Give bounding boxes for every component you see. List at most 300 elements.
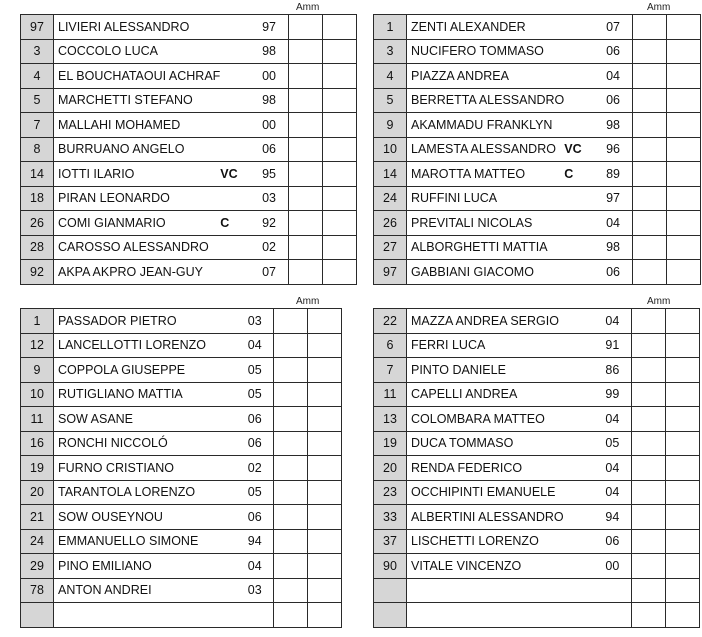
amm-cell — [632, 162, 666, 187]
table-row — [21, 358, 342, 383]
amm-cell — [274, 407, 308, 432]
shirt-number: 97 — [374, 260, 407, 285]
birth-year: 91 — [594, 333, 632, 358]
shirt-number: 33 — [374, 505, 407, 530]
player-role: VC — [564, 137, 594, 162]
shirt-number: 14 — [374, 162, 407, 187]
birth-year: 98 — [594, 235, 632, 260]
table-row — [21, 554, 342, 579]
table-row — [21, 113, 357, 138]
player-name: CAROSSO ALESSANDRO — [54, 235, 221, 260]
table-row — [374, 333, 700, 358]
player-role — [206, 480, 236, 505]
player-name: COPPOLA GIUSEPPE — [54, 358, 206, 383]
table-row — [21, 260, 357, 285]
amm-cell — [288, 88, 322, 113]
table-row — [21, 578, 342, 603]
player-role — [220, 260, 250, 285]
extra-cell — [308, 554, 342, 579]
amm-cell — [632, 480, 666, 505]
player-role — [564, 309, 594, 334]
table-row — [374, 235, 701, 260]
player-name: COCCOLO LUCA — [54, 39, 221, 64]
shirt-number: 19 — [21, 456, 54, 481]
birth-year: 04 — [236, 554, 274, 579]
player-name: EMMANUELLO SIMONE — [54, 529, 206, 554]
extra-cell — [666, 186, 700, 211]
player-role — [206, 505, 236, 530]
table-row — [374, 211, 701, 236]
amm-cell — [274, 309, 308, 334]
extra-cell — [322, 162, 356, 187]
extra-cell — [666, 456, 700, 481]
extra-cell — [308, 456, 342, 481]
table-row — [21, 505, 342, 530]
table-row — [374, 15, 701, 40]
extra-cell — [308, 333, 342, 358]
player-name: GABBIANI GIACOMO — [407, 260, 565, 285]
player-role — [206, 529, 236, 554]
player-name: PASSADOR PIETRO — [54, 309, 206, 334]
shirt-number: 4 — [21, 64, 54, 89]
birth-year: 05 — [594, 431, 632, 456]
extra-cell — [308, 578, 342, 603]
player-role — [564, 186, 594, 211]
table-row — [374, 456, 700, 481]
player-role — [220, 186, 250, 211]
player-role — [564, 358, 594, 383]
birth-year: 99 — [594, 382, 632, 407]
amm-cell — [288, 113, 322, 138]
table-row — [21, 162, 357, 187]
player-name: OCCHIPINTI EMANUELE — [407, 480, 564, 505]
birth-year: 04 — [594, 480, 632, 505]
table-row — [374, 162, 701, 187]
player-role: C — [564, 162, 594, 187]
birth-year: 96 — [594, 137, 632, 162]
birth-year: 89 — [594, 162, 632, 187]
table-row — [374, 529, 700, 554]
extra-cell — [322, 260, 356, 285]
amm-cell — [632, 358, 666, 383]
shirt-number: 5 — [21, 88, 54, 113]
amm-cell — [632, 505, 666, 530]
amm-cell — [632, 88, 666, 113]
extra-cell — [666, 39, 700, 64]
extra-cell — [666, 554, 700, 579]
player-role — [564, 333, 594, 358]
player-role — [564, 260, 594, 285]
player-role — [564, 603, 594, 628]
amm-cell — [632, 137, 666, 162]
player-name: NUCIFERO TOMMASO — [407, 39, 565, 64]
shirt-number: 11 — [374, 382, 407, 407]
shirt-number: 3 — [21, 39, 54, 64]
birth-year: 06 — [594, 260, 632, 285]
amm-cell — [274, 529, 308, 554]
player-name: MARCHETTI STEFANO — [54, 88, 221, 113]
player-name: MALLAHI MOHAMED — [54, 113, 221, 138]
table-row — [21, 309, 342, 334]
extra-cell — [666, 137, 700, 162]
player-name: PIRAN LEONARDO — [54, 186, 221, 211]
birth-year: 05 — [236, 480, 274, 505]
amm-cell — [288, 162, 322, 187]
shirt-number: 7 — [21, 113, 54, 138]
amm-cell — [632, 554, 666, 579]
table-row — [21, 382, 342, 407]
player-name: ZENTI ALEXANDER — [407, 15, 565, 40]
player-name: FURNO CRISTIANO — [54, 456, 206, 481]
player-name: ANTON ANDREI — [54, 578, 206, 603]
player-role — [220, 113, 250, 138]
player-name: AKPA AKPRO JEAN-GUY — [54, 260, 221, 285]
amm-cell — [632, 186, 666, 211]
roster-table-3 — [20, 308, 342, 628]
roster-block-3 — [20, 296, 342, 628]
player-name: COLOMBARA MATTEO — [407, 407, 564, 432]
birth-year: 04 — [594, 407, 632, 432]
player-role — [206, 333, 236, 358]
player-role — [564, 382, 594, 407]
amm-cell — [632, 235, 666, 260]
birth-year: 98 — [250, 88, 288, 113]
table-row — [21, 603, 342, 628]
table-row — [21, 186, 357, 211]
birth-year — [236, 603, 274, 628]
extra-cell — [666, 88, 700, 113]
birth-year: 04 — [594, 211, 632, 236]
shirt-number: 19 — [374, 431, 407, 456]
player-name: SOW ASANE — [54, 407, 206, 432]
player-role — [564, 480, 594, 505]
table-row — [21, 431, 342, 456]
player-role — [206, 309, 236, 334]
table-row — [21, 211, 357, 236]
player-name: MAROTTA MATTEO — [407, 162, 565, 187]
birth-year: 97 — [594, 186, 632, 211]
amm-cell — [632, 407, 666, 432]
amm-cell — [274, 382, 308, 407]
player-role — [220, 15, 250, 40]
amm-cell — [632, 64, 666, 89]
extra-cell — [322, 88, 356, 113]
player-name: LIVIERI ALESSANDRO — [54, 15, 221, 40]
roster-block-4 — [373, 296, 700, 628]
birth-year: 94 — [594, 505, 632, 530]
shirt-number: 21 — [21, 505, 54, 530]
extra-cell — [322, 137, 356, 162]
extra-cell — [666, 309, 700, 334]
extra-cell — [308, 431, 342, 456]
shirt-number: 92 — [21, 260, 54, 285]
extra-cell — [666, 333, 700, 358]
birth-year: 04 — [594, 64, 632, 89]
player-name: ALBORGHETTI MATTIA — [407, 235, 565, 260]
amm-cell — [288, 260, 322, 285]
player-name — [54, 603, 206, 628]
extra-cell — [322, 15, 356, 40]
player-role — [220, 88, 250, 113]
player-role — [206, 407, 236, 432]
player-name — [407, 578, 564, 603]
amm-cell — [632, 15, 666, 40]
table-row — [374, 505, 700, 530]
birth-year: 06 — [594, 529, 632, 554]
roster-table-1 — [20, 14, 357, 285]
player-role — [206, 578, 236, 603]
player-role — [564, 113, 594, 138]
roster-block-2 — [373, 2, 701, 285]
shirt-number: 9 — [21, 358, 54, 383]
birth-year: 06 — [250, 137, 288, 162]
amm-cell — [632, 309, 666, 334]
birth-year: 98 — [594, 113, 632, 138]
table-row — [374, 603, 700, 628]
shirt-number: 12 — [21, 333, 54, 358]
player-role — [564, 529, 594, 554]
player-role — [206, 603, 236, 628]
table-row — [21, 64, 357, 89]
extra-cell — [322, 235, 356, 260]
extra-cell — [322, 64, 356, 89]
extra-cell — [666, 211, 700, 236]
birth-year: 03 — [236, 578, 274, 603]
birth-year: 98 — [250, 39, 288, 64]
table-row — [374, 358, 700, 383]
amm-header-1: Amm — [296, 2, 320, 13]
table-row — [21, 15, 357, 40]
table-row — [21, 137, 357, 162]
player-name: BURRUANO ANGELO — [54, 137, 221, 162]
extra-cell — [308, 603, 342, 628]
table-row — [21, 39, 357, 64]
player-role — [220, 39, 250, 64]
player-name: RUFFINI LUCA — [407, 186, 565, 211]
player-role — [564, 407, 594, 432]
amm-cell — [274, 603, 308, 628]
amm-cell — [274, 358, 308, 383]
shirt-number — [374, 578, 407, 603]
player-name: AKAMMADU FRANKLYN — [407, 113, 565, 138]
player-name: PIAZZA ANDREA — [407, 64, 565, 89]
player-role — [206, 358, 236, 383]
amm-cell — [274, 554, 308, 579]
birth-year: 02 — [236, 456, 274, 481]
player-name: FERRI LUCA — [407, 333, 564, 358]
player-name: ALBERTINI ALESSANDRO — [407, 505, 564, 530]
player-role — [564, 39, 594, 64]
extra-cell — [666, 358, 700, 383]
extra-cell — [666, 578, 700, 603]
birth-year: 04 — [594, 456, 632, 481]
shirt-number: 90 — [374, 554, 407, 579]
table-row — [21, 88, 357, 113]
birth-year: 95 — [250, 162, 288, 187]
amm-cell — [632, 211, 666, 236]
shirt-number: 6 — [374, 333, 407, 358]
player-role — [206, 456, 236, 481]
player-role — [564, 235, 594, 260]
amm-cell — [632, 382, 666, 407]
extra-cell — [666, 382, 700, 407]
amm-cell — [632, 578, 666, 603]
birth-year: 03 — [250, 186, 288, 211]
roster-table-2 — [373, 14, 701, 285]
amm-cell — [274, 431, 308, 456]
shirt-number: 37 — [374, 529, 407, 554]
table-row — [374, 480, 700, 505]
shirt-number: 8 — [21, 137, 54, 162]
shirt-number: 78 — [21, 578, 54, 603]
extra-cell — [666, 260, 700, 285]
player-name: PINO EMILIANO — [54, 554, 206, 579]
table-row — [374, 431, 700, 456]
player-role — [220, 64, 250, 89]
amm-cell — [274, 480, 308, 505]
table-row — [374, 260, 701, 285]
shirt-number: 18 — [21, 186, 54, 211]
extra-cell — [666, 505, 700, 530]
extra-cell — [666, 529, 700, 554]
player-role — [206, 382, 236, 407]
player-role — [206, 431, 236, 456]
shirt-number: 10 — [374, 137, 407, 162]
amm-cell — [288, 137, 322, 162]
player-role — [220, 137, 250, 162]
table-row — [21, 480, 342, 505]
shirt-number: 28 — [21, 235, 54, 260]
amm-header-3: Amm — [296, 296, 320, 307]
shirt-number: 1 — [374, 15, 407, 40]
player-name — [407, 603, 564, 628]
birth-year — [594, 578, 632, 603]
shirt-number: 5 — [374, 88, 407, 113]
birth-year: 92 — [250, 211, 288, 236]
shirt-number — [374, 603, 407, 628]
player-role — [564, 431, 594, 456]
player-name: CAPELLI ANDREA — [407, 382, 564, 407]
player-role: C — [220, 211, 250, 236]
player-name: LANCELLOTTI LORENZO — [54, 333, 206, 358]
birth-year: 00 — [250, 64, 288, 89]
extra-cell — [666, 480, 700, 505]
amm-cell — [274, 333, 308, 358]
extra-cell — [322, 113, 356, 138]
amm-cell — [274, 578, 308, 603]
amm-cell — [632, 333, 666, 358]
shirt-number: 1 — [21, 309, 54, 334]
amm-cell — [288, 211, 322, 236]
amm-cell — [288, 64, 322, 89]
birth-year: 02 — [250, 235, 288, 260]
shirt-number: 24 — [374, 186, 407, 211]
player-name: RUTIGLIANO MATTIA — [54, 382, 206, 407]
player-role — [564, 578, 594, 603]
shirt-number: 13 — [374, 407, 407, 432]
shirt-number: 11 — [21, 407, 54, 432]
table-row — [374, 137, 701, 162]
shirt-number: 24 — [21, 529, 54, 554]
shirt-number: 22 — [374, 309, 407, 334]
amm-cell — [632, 431, 666, 456]
player-role — [564, 554, 594, 579]
table-row — [374, 578, 700, 603]
shirt-number: 23 — [374, 480, 407, 505]
player-name: COMI GIANMARIO — [54, 211, 221, 236]
shirt-number: 10 — [21, 382, 54, 407]
player-role — [206, 554, 236, 579]
extra-cell — [666, 407, 700, 432]
table-row — [21, 456, 342, 481]
player-role — [564, 15, 594, 40]
player-name: PINTO DANIELE — [407, 358, 564, 383]
amm-header-4: Amm — [647, 296, 671, 307]
birth-year: 04 — [236, 333, 274, 358]
player-name: IOTTI ILARIO — [54, 162, 221, 187]
shirt-number: 26 — [21, 211, 54, 236]
extra-cell — [308, 529, 342, 554]
birth-year: 07 — [594, 15, 632, 40]
extra-cell — [308, 407, 342, 432]
birth-year: 05 — [236, 358, 274, 383]
table-row — [374, 64, 701, 89]
table-row — [21, 407, 342, 432]
table-row — [374, 309, 700, 334]
extra-cell — [666, 64, 700, 89]
shirt-number: 14 — [21, 162, 54, 187]
player-name: DUCA TOMMASO — [407, 431, 564, 456]
player-name: EL BOUCHATAOUI ACHRAF — [54, 64, 221, 89]
birth-year: 00 — [250, 113, 288, 138]
amm-cell — [274, 505, 308, 530]
player-name: TARANTOLA LORENZO — [54, 480, 206, 505]
shirt-number: 4 — [374, 64, 407, 89]
table-row — [374, 186, 701, 211]
extra-cell — [322, 186, 356, 211]
table-row — [21, 235, 357, 260]
table-row — [374, 407, 700, 432]
table-row — [374, 554, 700, 579]
player-role: VC — [220, 162, 250, 187]
birth-year: 06 — [236, 407, 274, 432]
birth-year: 06 — [236, 505, 274, 530]
extra-cell — [666, 431, 700, 456]
player-role — [564, 88, 594, 113]
player-name: MAZZA ANDREA SERGIO — [407, 309, 564, 334]
extra-cell — [666, 162, 700, 187]
player-name: PREVITALI NICOLAS — [407, 211, 565, 236]
extra-cell — [322, 39, 356, 64]
table-row — [374, 39, 701, 64]
shirt-number: 9 — [374, 113, 407, 138]
table-row — [21, 333, 342, 358]
birth-year: 04 — [594, 309, 632, 334]
extra-cell — [666, 603, 700, 628]
amm-cell — [288, 235, 322, 260]
player-role — [220, 235, 250, 260]
birth-year: 05 — [236, 382, 274, 407]
extra-cell — [308, 358, 342, 383]
player-name: SOW OUSEYNOU — [54, 505, 206, 530]
extra-cell — [308, 480, 342, 505]
roster-table-4 — [373, 308, 700, 628]
extra-cell — [308, 382, 342, 407]
extra-cell — [666, 235, 700, 260]
extra-cell — [308, 309, 342, 334]
player-name: LAMESTA ALESSANDRO — [407, 137, 565, 162]
amm-cell — [632, 529, 666, 554]
